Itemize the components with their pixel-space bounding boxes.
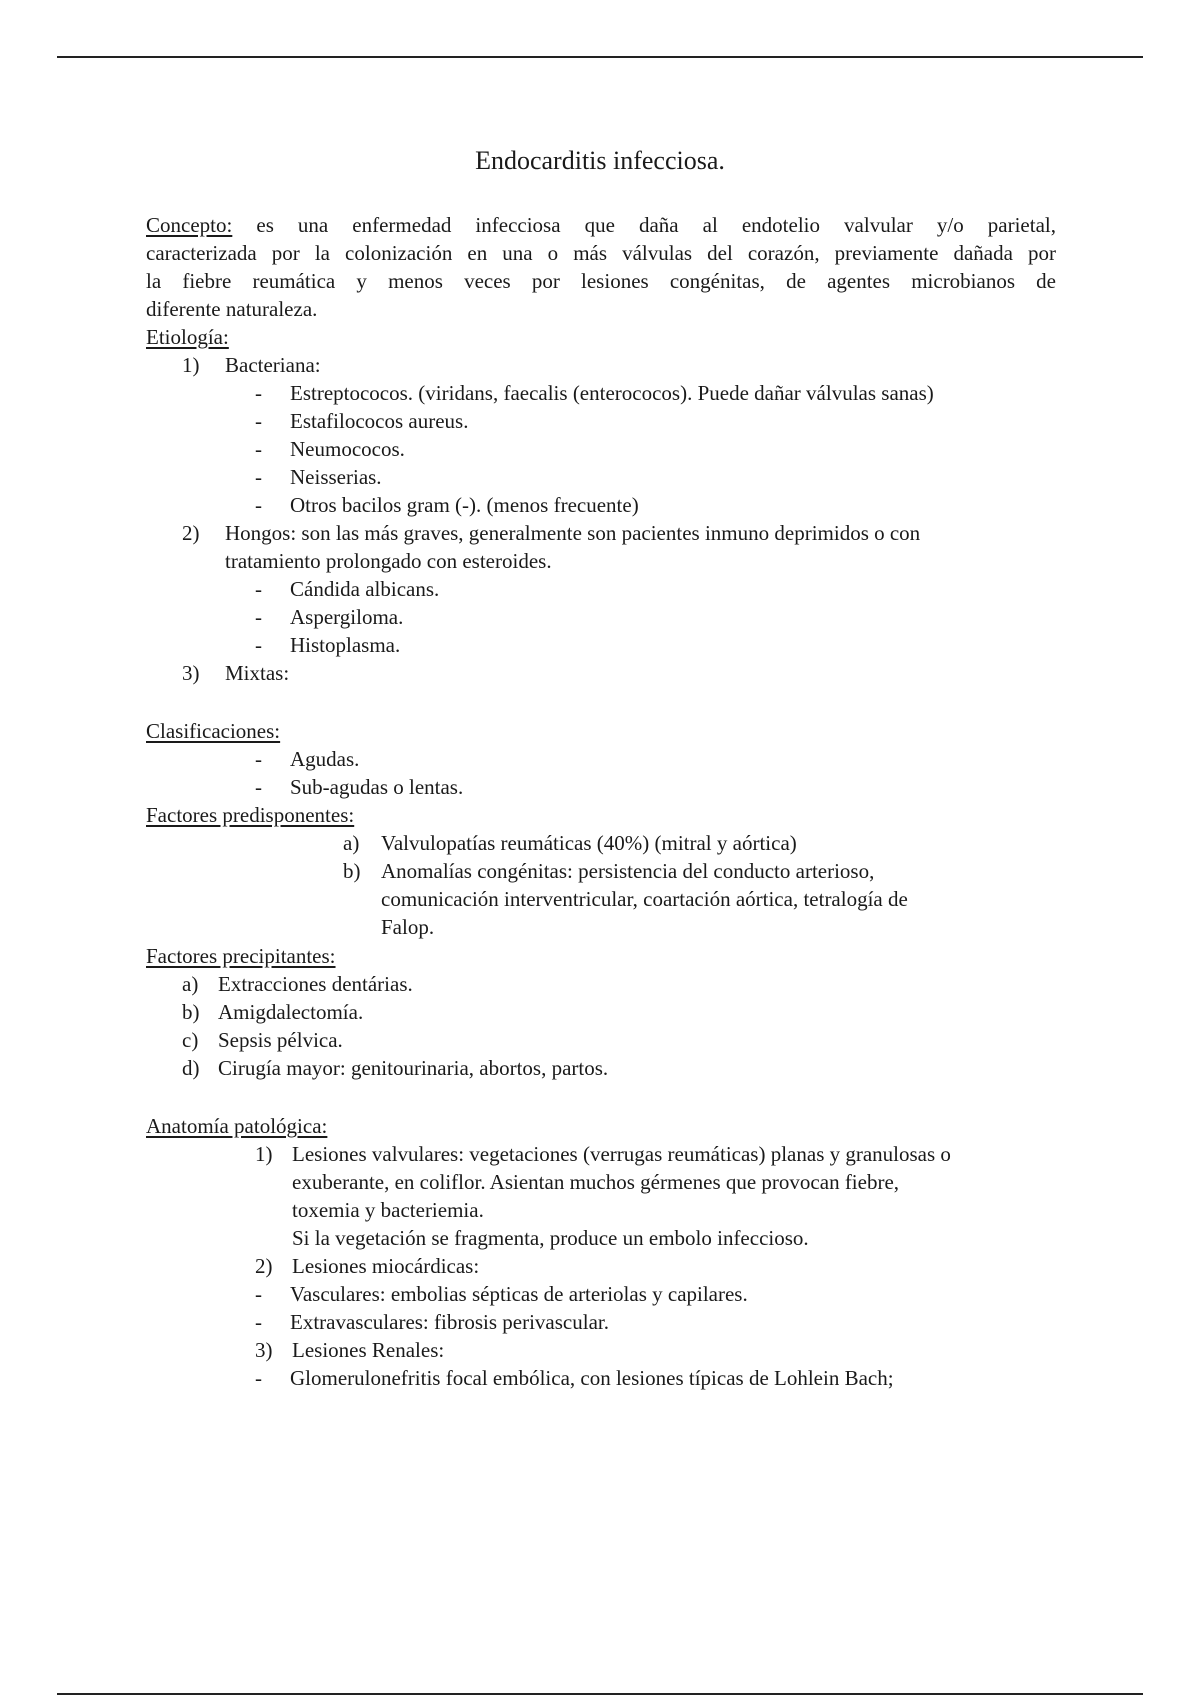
bullet-dash: -	[255, 1366, 262, 1390]
bullet-dash: -	[255, 465, 262, 489]
etiologia-heading: Etiología:	[146, 325, 229, 349]
hongos-line-2: tratamiento prolongado con esteroides.	[225, 549, 552, 573]
anatomia-3-text: Lesiones Renales:	[292, 1338, 445, 1362]
predisponentes-heading: Factores predisponentes:	[146, 803, 355, 827]
concepto-line-4: diferente naturaleza.	[146, 297, 318, 321]
concepto-line-2: caracterizada por la colonización en una o más válvulas del corazón, previamente dañada por	[146, 241, 1056, 265]
bullet-dash: -	[255, 1282, 262, 1306]
precipitante-marker: a)	[182, 972, 199, 996]
hongos-line-1: Hongos: son las más graves, generalmente son pacientes inmuno deprimidos o con	[225, 521, 921, 545]
anatomia-heading: Anatomía patológica:	[146, 1114, 328, 1138]
precipitante-marker: d)	[182, 1056, 200, 1080]
bottom-rule	[57, 1693, 1143, 1695]
concepto-label: Concepto:	[146, 213, 233, 237]
bullet-dash: -	[255, 747, 262, 771]
hongo-item: Histoplasma.	[290, 633, 401, 657]
precipitante-text: Cirugía mayor: genitourinaria, abortos, partos.	[218, 1056, 609, 1080]
precipitantes-heading: Factores precipitantes:	[146, 944, 336, 968]
predisponente-b-line-3: Falop.	[381, 915, 435, 939]
precipitante-text: Sepsis pélvica.	[218, 1028, 343, 1052]
anatomia-3-marker: 3)	[255, 1338, 273, 1362]
bacteria-item: Estafilococos aureus.	[290, 409, 469, 433]
bacteria-item: Estreptococos. (viridans, faecalis (enterococos). Puede dañar válvulas sanas)	[290, 381, 934, 405]
anatomia-1-line-1: Lesiones valvulares: vegetaciones (verrugas reumáticas) planas y granulosas o	[292, 1142, 951, 1166]
predisponente-b-marker: b)	[343, 859, 361, 883]
anatomia-1-line-2: exuberante, en coliflor. Asientan muchos gérmenes que provocan fiebre,	[292, 1170, 900, 1194]
predisponente-b-line-2: comunicación interventricular, coartación aórtica, tetralogía de	[381, 887, 908, 911]
predisponente-a-text: Valvulopatías reumáticas (40%) (mitral y aórtica)	[381, 831, 797, 855]
bacteriana-marker: 1)	[182, 353, 200, 377]
hongo-item: Cándida albicans.	[290, 577, 440, 601]
hongo-item: Aspergiloma.	[290, 605, 404, 629]
anatomia-1-marker: 1)	[255, 1142, 273, 1166]
concepto-line-1	[146, 211, 1056, 239]
hongos-marker: 2)	[182, 521, 200, 545]
bullet-dash: -	[255, 1310, 262, 1334]
bacteria-item: Neisserias.	[290, 465, 382, 489]
precipitante-marker: c)	[182, 1028, 199, 1052]
anatomia-1-line-3: toxemia y bacteriemia.	[292, 1198, 484, 1222]
bullet-dash: -	[255, 633, 262, 657]
anatomia-3-item: Glomerulonefritis focal embólica, con lesiones típicas de Lohlein Bach;	[290, 1366, 894, 1390]
bacteria-item: Otros bacilos gram (-). (menos frecuente)	[290, 493, 639, 517]
anatomia-1-line-4: Si la vegetación se fragmenta, produce un embolo infeccioso.	[292, 1226, 809, 1250]
bullet-dash: -	[255, 437, 262, 461]
anatomia-2-marker: 2)	[255, 1254, 273, 1278]
precipitante-marker: b)	[182, 1000, 200, 1024]
concepto-line-3: la fiebre reumática y menos veces por lesiones congénitas, de agentes microbianos de	[146, 269, 1056, 293]
bacteriana-label: Bacteriana:	[225, 353, 321, 377]
bullet-dash: -	[255, 381, 262, 405]
anatomia-2-text: Lesiones miocárdicas:	[292, 1254, 480, 1278]
bullet-dash: -	[255, 577, 262, 601]
predisponente-b-line-1: Anomalías congénitas: persistencia del conducto arterioso,	[381, 859, 875, 883]
mixtas-label: Mixtas:	[225, 661, 290, 685]
bullet-dash: -	[255, 605, 262, 629]
precipitante-text: Amigdalectomía.	[218, 1000, 364, 1024]
clasificacion-item: Agudas.	[290, 747, 360, 771]
bullet-dash: -	[255, 409, 262, 433]
bullet-dash: -	[255, 775, 262, 799]
bacteria-item: Neumococos.	[290, 437, 405, 461]
anatomia-2-item: Vasculares: embolias sépticas de arteriolas y capilares.	[290, 1282, 748, 1306]
top-rule	[57, 56, 1143, 58]
predisponente-a-marker: a)	[343, 831, 360, 855]
clasificaciones-heading: Clasificaciones:	[146, 719, 281, 743]
page-title: Endocarditis infecciosa.	[475, 146, 725, 175]
precipitante-text: Extracciones dentárias.	[218, 972, 413, 996]
concepto-text-1: es una enfermedad infecciosa que daña al endotelio valvular y/o parietal,	[256, 213, 1056, 237]
bullet-dash: -	[255, 493, 262, 517]
clasificacion-item: Sub-agudas o lentas.	[290, 775, 464, 799]
mixtas-marker: 3)	[182, 661, 200, 685]
anatomia-2-item: Extravasculares: fibrosis perivascular.	[290, 1310, 609, 1334]
